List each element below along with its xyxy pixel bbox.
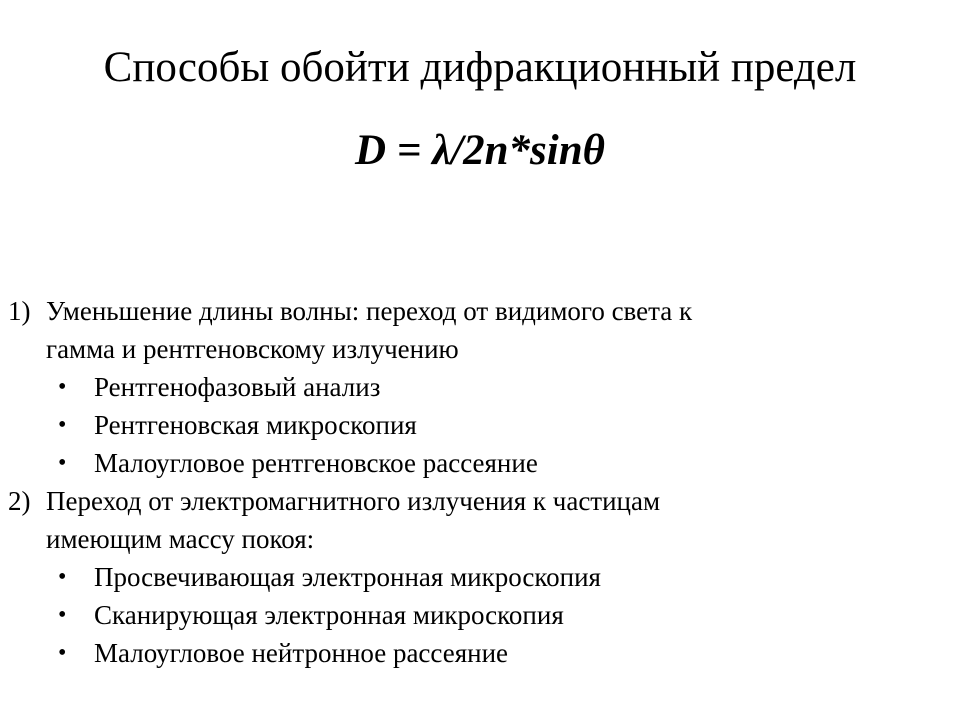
bullet-text: Рентгеновская микроскопия (94, 410, 417, 440)
bullet-text: Рентгенофазовый анализ (94, 372, 381, 402)
bullet-text: Просвечивающая электронная микроскопия (94, 562, 601, 592)
bullet-item (0, 634, 960, 672)
numbered-item-1 (0, 292, 960, 330)
item-number: 1) (8, 296, 31, 326)
bullet-item (0, 558, 960, 596)
item-text-continuation: имеющим массу покоя: (46, 524, 315, 554)
item-text: Уменьшение длины волны: переход от видимого света к (46, 296, 693, 326)
bullet-icon: • (58, 640, 67, 666)
bullet-text: Малоугловое рентгеновское рассеяние (94, 448, 538, 478)
bullet-item (0, 368, 960, 406)
numbered-item-2 (0, 482, 960, 520)
bullet-item (0, 596, 960, 634)
bullet-icon: • (58, 450, 67, 476)
slide-content (0, 292, 960, 672)
bullet-text: Малоугловое нейтронное рассеяние (94, 638, 509, 668)
numbered-item-1-continuation (0, 330, 960, 368)
bullet-icon: • (58, 564, 67, 590)
bullet-item (0, 406, 960, 444)
bullet-icon: • (58, 602, 67, 628)
item-number: 2) (8, 486, 31, 516)
bullet-icon: • (58, 412, 67, 438)
item-text: Переход от электромагнитного излучения к частицам (46, 486, 661, 516)
bullet-icon: • (58, 374, 67, 400)
diffraction-limit-formula: D = λ/2n*sinθ (355, 127, 605, 174)
bullet-item (0, 444, 960, 482)
bullet-text: Сканирующая электронная микроскопия (94, 600, 564, 630)
numbered-item-2-continuation (0, 520, 960, 558)
item-text-continuation: гамма и рентгеновскому излучению (46, 334, 459, 364)
slide-title: Способы обойти дифракционный предел (103, 44, 857, 91)
